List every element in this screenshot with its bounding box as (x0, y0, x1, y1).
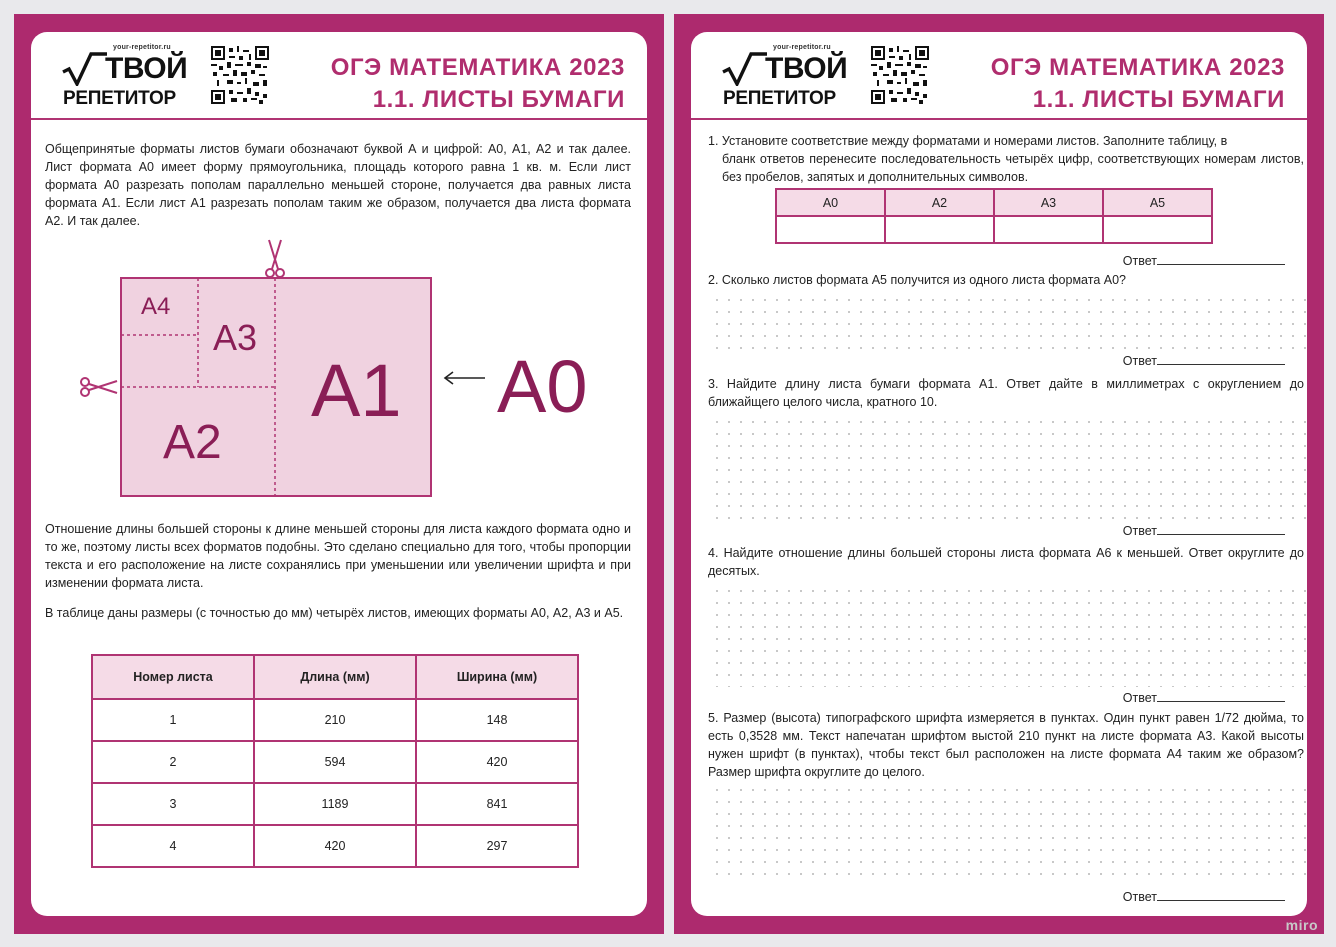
qr-code-icon (211, 46, 269, 104)
label-a0: А0 (497, 345, 588, 428)
intro-paragraph: Общепринятые форматы листов бумаги обозначают буквой А и цифрой: А0, А1, А2 и так далее. Лист формата А0 имеет форму прямоугольника, площадь которого равна 1 кв. м. Если лист формата А0 разрезать пополам параллельно меньшей стороне, получается два равных листа формата А1. Если лист А1 разрезать пополам таким же образом, получается два листа формата А2. И так далее. (45, 142, 631, 228)
answer-label: Ответ (1122, 890, 1157, 904)
answer-input-cell[interactable] (994, 216, 1103, 243)
radical-icon (61, 52, 107, 86)
page-header (691, 32, 1307, 118)
format-header-row (776, 189, 1212, 216)
column-header: Длина (мм) (254, 655, 416, 699)
answer-line[interactable] (1157, 352, 1285, 365)
table-cell: 420 (254, 825, 416, 867)
answer-input-cell[interactable] (1103, 216, 1212, 243)
label-a1: А1 (311, 349, 402, 432)
format-cell: А3 (994, 189, 1103, 216)
table-row (92, 783, 578, 825)
table-cell: 594 (254, 741, 416, 783)
table-intro-paragraph: В таблице даны размеры (с точностью до мм) четырёх листов, имеющих форматы А0, А2, А3 и А5. (45, 606, 624, 620)
format-cell: А5 (1103, 189, 1212, 216)
question-2: 2. Сколько листов формата А5 получится из одного листа формата А0? (708, 273, 1126, 287)
column-header: Ширина (мм) (416, 655, 578, 699)
scissors-left-icon (81, 378, 117, 396)
paper-format-diagram (79, 232, 639, 502)
work-grid (711, 784, 1307, 884)
table-cell: 3 (92, 783, 254, 825)
answer-label: Ответ (1122, 691, 1157, 705)
answer-field-5[interactable] (1123, 888, 1285, 904)
answer-label: Ответ (1122, 524, 1157, 538)
answer-label: Ответ (1122, 354, 1157, 368)
brand-repetitor: РЕПЕТИТОР (63, 88, 176, 109)
answer-input-row (776, 216, 1212, 243)
table-cell: 210 (254, 699, 416, 741)
radical-icon (721, 52, 767, 86)
table-cell: 4 (92, 825, 254, 867)
table-row (92, 825, 578, 867)
miro-watermark: miro (1285, 917, 1318, 933)
work-grid (711, 416, 1307, 520)
brand-tvoi: ТВОЙ (105, 52, 188, 85)
brand-tvoi: ТВОЙ (765, 52, 848, 85)
header-divider (691, 118, 1307, 120)
label-a4: А4 (141, 293, 171, 320)
table-cell: 1189 (254, 783, 416, 825)
answer-match-table (775, 188, 1213, 244)
page-header (31, 32, 647, 118)
page-subtitle: 1.1. ЛИСТЫ БУМАГИ (1032, 86, 1285, 113)
header-divider (31, 118, 647, 120)
table-cell: 2 (92, 741, 254, 783)
question-1 (708, 132, 1304, 186)
answer-field-3[interactable] (1123, 522, 1285, 538)
question-4: 4. Найдите отношение длины большей стороны листа формата А6 к меньшей. Ответ округлите до десятых. (708, 546, 1304, 578)
work-grid (711, 585, 1307, 687)
table-header-row (92, 655, 578, 699)
question-1-rest: бланк ответов перенесите последовательность четырёх цифр, соответствующих номерам листов, без пробелов, запятых и дополнительных символов. (722, 152, 1304, 184)
answer-label: Ответ (1122, 254, 1157, 268)
answer-line[interactable] (1157, 252, 1285, 265)
column-header: Номер листа (92, 655, 254, 699)
scissors-top-icon (266, 240, 284, 277)
label-a3: А3 (213, 317, 258, 358)
table-row (92, 699, 578, 741)
brand-repetitor: РЕПЕТИТОР (723, 88, 836, 109)
format-cell: А0 (776, 189, 885, 216)
page-title: ОГЭ МАТЕМАТИКА 2023 (330, 54, 625, 81)
question-5: 5. Размер (высота) типографского шрифта измеряется в пунктах. Один пункт равен 1/72 дюйма, то есть 0,3528 мм. Текст напечатан шрифтом выстой 210 пункт на листе формата А3. Какой высоты нужен шрифт (в пунктах), чтобы текст был расположен на листе формата А4 таким же образом? Размер шрифта округлите до целого. (708, 711, 1304, 779)
answer-line[interactable] (1157, 888, 1285, 901)
sizes-table (91, 654, 579, 868)
format-cell: А2 (885, 189, 994, 216)
right-page (691, 32, 1307, 916)
answer-line[interactable] (1157, 522, 1285, 535)
brand-site: your-repetitor.ru (113, 44, 171, 51)
answer-input-cell[interactable] (885, 216, 994, 243)
left-page (31, 32, 647, 916)
table-cell: 297 (416, 825, 578, 867)
answer-input-cell[interactable] (776, 216, 885, 243)
page-title: ОГЭ МАТЕМАТИКА 2023 (990, 54, 1285, 81)
brand-logo (61, 44, 261, 114)
question-3: 3. Найдите длину листа бумаги формата А1. Ответ дайте в миллиметрах с округлением до ближайщего целого числа, кратного 10. (708, 377, 1304, 409)
right-page-frame (674, 14, 1324, 934)
table-cell: 420 (416, 741, 578, 783)
work-grid (711, 294, 1307, 352)
table-cell: 148 (416, 699, 578, 741)
ratio-paragraph: Отношение длины большей стороны к длине меньшей стороны для листа каждого формата одно и то же, поэтому листы всех форматов подобны. Это сделано специально для того, чтобы пропорции текста и его расположение на листе сохранялись при уменьшении или увеличении шрифта и при изменении формата листа. (45, 522, 631, 590)
answer-field-2[interactable] (1123, 352, 1285, 368)
brand-site: your-repetitor.ru (773, 44, 831, 51)
page-subtitle: 1.1. ЛИСТЫ БУМАГИ (372, 86, 625, 113)
table-row (92, 741, 578, 783)
table-cell: 1 (92, 699, 254, 741)
qr-code-icon (871, 46, 929, 104)
brand-logo (721, 44, 921, 114)
label-a2: А2 (163, 416, 222, 469)
answer-field-4[interactable] (1123, 689, 1285, 705)
question-1-first-line: 1. Установите соответствие между форматами и номерами листов. Заполните таблицу, в (708, 134, 1228, 148)
arrow-left-icon (445, 372, 485, 384)
table-cell: 841 (416, 783, 578, 825)
left-page-frame (14, 14, 664, 934)
answer-line[interactable] (1157, 689, 1285, 702)
answer-field-1[interactable] (1123, 252, 1285, 268)
